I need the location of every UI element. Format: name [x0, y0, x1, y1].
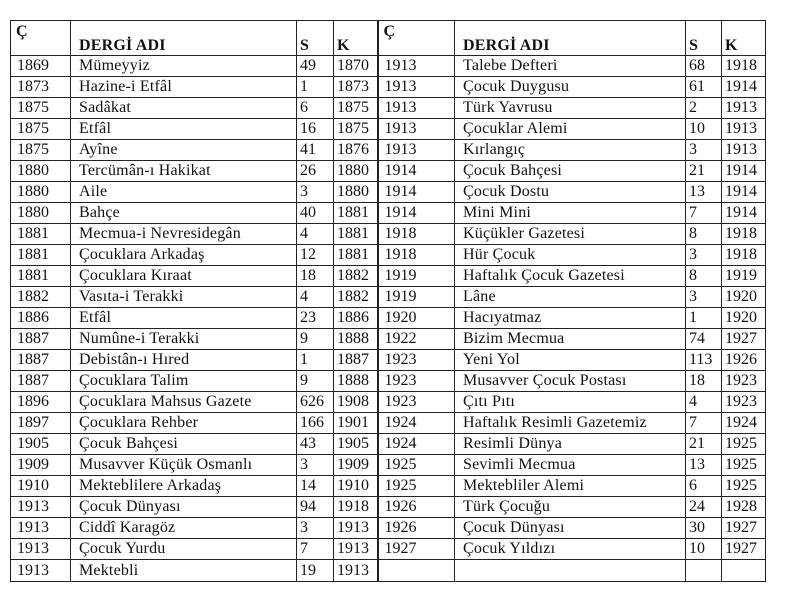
table-row: [11, 161, 766, 182]
right-year-cell: 1924: [378, 413, 455, 434]
table-row: [11, 308, 766, 329]
left-magazine-name-cell: Çocuklara Mahsus Gazete: [71, 392, 297, 413]
left-year-cell: 1887: [11, 371, 71, 392]
left-year-cell: 1873: [11, 77, 71, 98]
left-closing-year-cell: 1880: [334, 161, 378, 182]
left-magazine-name-cell: Sadâkat: [71, 98, 297, 119]
left-issue-count-cell: 4: [297, 287, 334, 308]
right-issue-count-cell: 10: [686, 539, 722, 560]
right-magazine-name-cell: Çocuk Bahçesi: [455, 161, 686, 182]
left-closing-year-cell: 1875: [334, 98, 378, 119]
left-issue-count-cell: 43: [297, 434, 334, 455]
left-year-cell: 1880: [11, 182, 71, 203]
left-year-cell: 1887: [11, 350, 71, 371]
header-cg-right: Ç: [378, 21, 455, 56]
left-issue-count-cell: 94: [297, 497, 334, 518]
right-year-cell: 1926: [378, 518, 455, 539]
left-closing-year-cell: 1908: [334, 392, 378, 413]
right-year-cell: 1913: [378, 140, 455, 161]
header-k-left: K: [334, 21, 378, 56]
right-closing-year-cell: 1923: [722, 392, 766, 413]
left-magazine-name-cell: Bahçe: [71, 203, 297, 224]
right-issue-count-cell: 113: [686, 350, 722, 371]
right-year-cell: 1918: [378, 245, 455, 266]
right-issue-count-cell: 2: [686, 98, 722, 119]
left-issue-count-cell: 19: [297, 560, 334, 582]
right-year-cell: 1913: [378, 119, 455, 140]
right-magazine-name-cell: Hacıyatmaz: [455, 308, 686, 329]
header-s-right: S: [686, 21, 722, 56]
right-issue-count-cell: 68: [686, 56, 722, 77]
table-row: [11, 203, 766, 224]
right-year-cell: 1922: [378, 329, 455, 350]
left-closing-year-cell: 1881: [334, 203, 378, 224]
left-magazine-name-cell: Mecmua-i Nevresidegân: [71, 224, 297, 245]
right-closing-year-cell: 1918: [722, 56, 766, 77]
header-s-left: S: [297, 21, 334, 56]
right-closing-year-cell: 1928: [722, 497, 766, 518]
left-year-cell: 1881: [11, 266, 71, 287]
right-magazine-name-cell: Çocuk Dostu: [455, 182, 686, 203]
left-closing-year-cell: 1913: [334, 560, 378, 582]
right-magazine-name-cell: Hür Çocuk: [455, 245, 686, 266]
left-magazine-name-cell: Çocuk Yurdu: [71, 539, 297, 560]
right-year-cell: [378, 560, 455, 582]
left-closing-year-cell: 1886: [334, 308, 378, 329]
left-year-cell: 1909: [11, 455, 71, 476]
left-issue-count-cell: 40: [297, 203, 334, 224]
left-closing-year-cell: 1888: [334, 329, 378, 350]
right-closing-year-cell: 1925: [722, 455, 766, 476]
table-row: [11, 140, 766, 161]
right-issue-count-cell: 18: [686, 371, 722, 392]
left-magazine-name-cell: Çocuklara Rehber: [71, 413, 297, 434]
right-issue-count-cell: 8: [686, 266, 722, 287]
left-magazine-name-cell: Debistân-ı Hıred: [71, 350, 297, 371]
table-row: [11, 119, 766, 140]
left-year-cell: 1875: [11, 98, 71, 119]
right-issue-count-cell: 3: [686, 140, 722, 161]
left-magazine-name-cell: Mümeyyiz: [71, 56, 297, 77]
left-year-cell: 1897: [11, 413, 71, 434]
left-year-cell: 1910: [11, 476, 71, 497]
right-magazine-name-cell: Çocuklar Alemi: [455, 119, 686, 140]
table-row: [11, 371, 766, 392]
left-magazine-name-cell: Hazine-i Etfâl: [71, 77, 297, 98]
left-year-cell: 1913: [11, 560, 71, 582]
right-year-cell: 1914: [378, 161, 455, 182]
left-year-cell: 1881: [11, 224, 71, 245]
left-closing-year-cell: 1910: [334, 476, 378, 497]
right-issue-count-cell: [686, 560, 722, 582]
left-closing-year-cell: 1913: [334, 539, 378, 560]
left-issue-count-cell: 626: [297, 392, 334, 413]
table-row: [11, 518, 766, 539]
right-issue-count-cell: 24: [686, 497, 722, 518]
left-year-cell: 1913: [11, 518, 71, 539]
left-magazine-name-cell: Vasıta-i Terakki: [71, 287, 297, 308]
left-year-cell: 1905: [11, 434, 71, 455]
right-closing-year-cell: 1913: [722, 119, 766, 140]
left-closing-year-cell: 1882: [334, 287, 378, 308]
right-magazine-name-cell: Talebe Defteri: [455, 56, 686, 77]
right-magazine-name-cell: Mektebliler Alemi: [455, 476, 686, 497]
right-magazine-name-cell: Resimli Dünya: [455, 434, 686, 455]
right-closing-year-cell: 1927: [722, 518, 766, 539]
left-issue-count-cell: 23: [297, 308, 334, 329]
right-magazine-name-cell: Musavver Çocuk Postası: [455, 371, 686, 392]
right-magazine-name-cell: Çocuk Yıldızı: [455, 539, 686, 560]
right-year-cell: 1924: [378, 434, 455, 455]
left-magazine-name-cell: Etfâl: [71, 308, 297, 329]
header-cg-left: Ç: [11, 21, 71, 56]
right-year-cell: 1927: [378, 539, 455, 560]
right-magazine-name-cell: Sevimli Mecmua: [455, 455, 686, 476]
right-issue-count-cell: 7: [686, 203, 722, 224]
right-magazine-name-cell: Çıtı Pıtı: [455, 392, 686, 413]
left-issue-count-cell: 1: [297, 77, 334, 98]
right-closing-year-cell: 1927: [722, 539, 766, 560]
right-closing-year-cell: 1918: [722, 245, 766, 266]
table-row: [11, 497, 766, 518]
table-row: [11, 413, 766, 434]
right-closing-year-cell: 1920: [722, 308, 766, 329]
table-row: [11, 56, 766, 77]
left-magazine-name-cell: Çocuklara Arkadaş: [71, 245, 297, 266]
left-year-cell: 1880: [11, 203, 71, 224]
right-closing-year-cell: 1923: [722, 371, 766, 392]
right-year-cell: 1913: [378, 98, 455, 119]
right-issue-count-cell: 10: [686, 119, 722, 140]
left-magazine-name-cell: Mekteblilere Arkadaş: [71, 476, 297, 497]
left-closing-year-cell: 1901: [334, 413, 378, 434]
right-year-cell: 1913: [378, 56, 455, 77]
right-year-cell: 1919: [378, 266, 455, 287]
left-closing-year-cell: 1887: [334, 350, 378, 371]
left-issue-count-cell: 4: [297, 224, 334, 245]
right-issue-count-cell: 61: [686, 77, 722, 98]
left-year-cell: 1896: [11, 392, 71, 413]
left-year-cell: 1882: [11, 287, 71, 308]
table-row: [11, 434, 766, 455]
left-closing-year-cell: 1880: [334, 182, 378, 203]
right-issue-count-cell: 4: [686, 392, 722, 413]
header-k-right: K: [722, 21, 766, 56]
right-issue-count-cell: 30: [686, 518, 722, 539]
right-closing-year-cell: 1913: [722, 140, 766, 161]
table-row: [11, 539, 766, 560]
magazine-table-body: [11, 21, 766, 582]
right-year-cell: 1926: [378, 497, 455, 518]
right-year-cell: 1914: [378, 203, 455, 224]
table-row: [11, 182, 766, 203]
left-year-cell: 1881: [11, 245, 71, 266]
right-issue-count-cell: 13: [686, 182, 722, 203]
right-year-cell: 1918: [378, 224, 455, 245]
table-row: [11, 77, 766, 98]
left-closing-year-cell: 1873: [334, 77, 378, 98]
table-row: [11, 266, 766, 287]
left-closing-year-cell: 1875: [334, 119, 378, 140]
left-magazine-name-cell: Çocuklara Kıraat: [71, 266, 297, 287]
left-year-cell: 1913: [11, 539, 71, 560]
left-magazine-name-cell: Etfâl: [71, 119, 297, 140]
left-issue-count-cell: 9: [297, 371, 334, 392]
table-row: [11, 350, 766, 371]
right-magazine-name-cell: Türk Yavrusu: [455, 98, 686, 119]
right-magazine-name-cell: [455, 560, 686, 582]
right-closing-year-cell: 1926: [722, 350, 766, 371]
left-closing-year-cell: 1881: [334, 224, 378, 245]
right-issue-count-cell: 74: [686, 329, 722, 350]
left-magazine-name-cell: Aile: [71, 182, 297, 203]
left-year-cell: 1913: [11, 497, 71, 518]
left-issue-count-cell: 12: [297, 245, 334, 266]
left-closing-year-cell: 1876: [334, 140, 378, 161]
right-issue-count-cell: 21: [686, 161, 722, 182]
left-issue-count-cell: 7: [297, 539, 334, 560]
left-closing-year-cell: 1913: [334, 518, 378, 539]
table-row: [11, 98, 766, 119]
right-magazine-name-cell: Çocuk Dünyası: [455, 518, 686, 539]
right-issue-count-cell: 13: [686, 455, 722, 476]
right-issue-count-cell: 6: [686, 476, 722, 497]
right-closing-year-cell: 1914: [722, 203, 766, 224]
right-magazine-name-cell: Kırlangıç: [455, 140, 686, 161]
left-magazine-name-cell: Numûne-i Terakki: [71, 329, 297, 350]
header-name-right: DERGİ ADI: [455, 21, 686, 56]
left-magazine-name-cell: Ciddî Karagöz: [71, 518, 297, 539]
right-magazine-name-cell: Haftalık Resimli Gazetemiz: [455, 413, 686, 434]
left-issue-count-cell: 41: [297, 140, 334, 161]
right-closing-year-cell: 1919: [722, 266, 766, 287]
left-magazine-name-cell: Tercümân-ı Hakikat: [71, 161, 297, 182]
table-row: [11, 329, 766, 350]
right-closing-year-cell: 1920: [722, 287, 766, 308]
right-year-cell: 1920: [378, 308, 455, 329]
left-year-cell: 1886: [11, 308, 71, 329]
left-magazine-name-cell: Musavver Küçük Osmanlı: [71, 455, 297, 476]
right-year-cell: 1914: [378, 182, 455, 203]
right-year-cell: 1925: [378, 455, 455, 476]
right-closing-year-cell: [722, 560, 766, 582]
left-issue-count-cell: 3: [297, 182, 334, 203]
left-year-cell: 1875: [11, 119, 71, 140]
left-closing-year-cell: 1918: [334, 497, 378, 518]
right-magazine-name-cell: Mini Mini: [455, 203, 686, 224]
right-magazine-name-cell: Yeni Yol: [455, 350, 686, 371]
right-year-cell: 1923: [378, 350, 455, 371]
right-closing-year-cell: 1927: [722, 329, 766, 350]
right-closing-year-cell: 1913: [722, 98, 766, 119]
right-closing-year-cell: 1914: [722, 77, 766, 98]
table-row: [11, 455, 766, 476]
table-row: [11, 224, 766, 245]
left-issue-count-cell: 3: [297, 455, 334, 476]
right-closing-year-cell: 1925: [722, 434, 766, 455]
right-magazine-name-cell: Lâne: [455, 287, 686, 308]
right-magazine-name-cell: Türk Çocuğu: [455, 497, 686, 518]
left-issue-count-cell: 26: [297, 161, 334, 182]
left-closing-year-cell: 1882: [334, 266, 378, 287]
right-year-cell: 1923: [378, 371, 455, 392]
left-year-cell: 1887: [11, 329, 71, 350]
left-magazine-name-cell: Çocuklara Talim: [71, 371, 297, 392]
left-issue-count-cell: 166: [297, 413, 334, 434]
left-year-cell: 1875: [11, 140, 71, 161]
left-closing-year-cell: 1881: [334, 245, 378, 266]
right-issue-count-cell: 7: [686, 413, 722, 434]
table-header-row: [11, 21, 766, 56]
table-row: [11, 476, 766, 497]
left-issue-count-cell: 14: [297, 476, 334, 497]
right-magazine-name-cell: Haftalık Çocuk Gazetesi: [455, 266, 686, 287]
right-magazine-name-cell: Çocuk Duygusu: [455, 77, 686, 98]
right-closing-year-cell: 1914: [722, 182, 766, 203]
right-closing-year-cell: 1924: [722, 413, 766, 434]
left-magazine-name-cell: Mektebli: [71, 560, 297, 582]
right-year-cell: 1923: [378, 392, 455, 413]
right-issue-count-cell: 3: [686, 245, 722, 266]
right-issue-count-cell: 1: [686, 308, 722, 329]
right-closing-year-cell: 1918: [722, 224, 766, 245]
left-issue-count-cell: 3: [297, 518, 334, 539]
right-closing-year-cell: 1914: [722, 161, 766, 182]
left-issue-count-cell: 18: [297, 266, 334, 287]
left-closing-year-cell: 1905: [334, 434, 378, 455]
left-issue-count-cell: 1: [297, 350, 334, 371]
table-row: [11, 245, 766, 266]
left-closing-year-cell: 1870: [334, 56, 378, 77]
right-magazine-name-cell: Bizim Mecmua: [455, 329, 686, 350]
right-issue-count-cell: 21: [686, 434, 722, 455]
right-issue-count-cell: 8: [686, 224, 722, 245]
right-year-cell: 1913: [378, 77, 455, 98]
left-issue-count-cell: 49: [297, 56, 334, 77]
left-magazine-name-cell: Çocuk Bahçesi: [71, 434, 297, 455]
left-year-cell: 1880: [11, 161, 71, 182]
right-closing-year-cell: 1925: [722, 476, 766, 497]
left-closing-year-cell: 1909: [334, 455, 378, 476]
left-issue-count-cell: 16: [297, 119, 334, 140]
right-magazine-name-cell: Küçükler Gazetesi: [455, 224, 686, 245]
magazine-table: [10, 20, 766, 582]
table-row: [11, 287, 766, 308]
left-magazine-name-cell: Ayîne: [71, 140, 297, 161]
left-magazine-name-cell: Çocuk Dünyası: [71, 497, 297, 518]
left-year-cell: 1869: [11, 56, 71, 77]
right-year-cell: 1919: [378, 287, 455, 308]
left-issue-count-cell: 9: [297, 329, 334, 350]
right-issue-count-cell: 3: [686, 287, 722, 308]
magazine-table-sheet: [10, 20, 766, 582]
table-row: [11, 392, 766, 413]
left-closing-year-cell: 1888: [334, 371, 378, 392]
header-name-left: DERGİ ADI: [71, 21, 297, 56]
table-row: [11, 560, 766, 582]
right-year-cell: 1925: [378, 476, 455, 497]
left-issue-count-cell: 6: [297, 98, 334, 119]
